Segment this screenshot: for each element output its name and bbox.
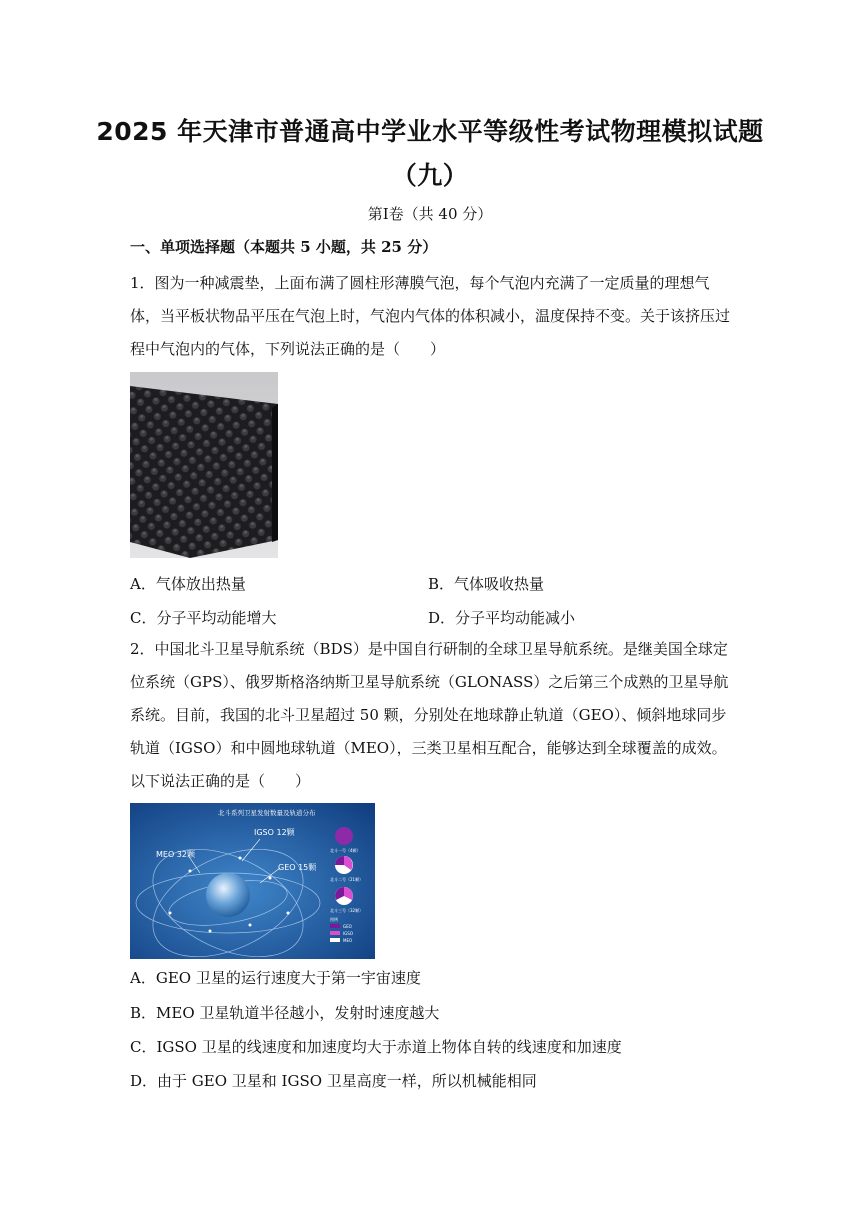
document-title: 2025 年天津市普通高中学业水平等级性考试物理模拟试题 (96, 117, 764, 146)
pie-bds3 (335, 887, 353, 905)
q1-option-c: C．分子平均动能增大 (130, 609, 277, 627)
pie-label-bds1: 北斗一号（4颗） (330, 848, 361, 853)
legend-title: 图例 (330, 917, 338, 922)
legend-label-igso: IGSO (343, 931, 353, 936)
legend-swatch-meo (330, 938, 340, 942)
q2-option-a: A．GEO 卫星的运行速度大于第一宇宙速度 (130, 969, 421, 987)
legend-label-geo: GEO (343, 924, 352, 929)
section-heading: 一、单项选择题（本题共 5 小题，共 25 分） (130, 238, 438, 256)
figure-label-igso: IGSO 12颗 (254, 828, 295, 837)
question-1-text: 1．图为一种减震垫，上面布满了圆柱形薄膜气泡，每个气泡内充满了一定质量的理想气体，当平板状物品平压在气泡上时，气泡内气体的体积减小，温度保持不变。关于该挤压过程中气泡内的气体，下列说法正确的是（ ） (130, 274, 731, 358)
question-2-text: 2．中国北斗卫星导航系统（BDS）是中国自行研制的全球卫星导航系统。是继美国全球定位系统（GPS）、俄罗斯格洛纳斯卫星导航系统（GLONASS）之后第三个成熟的卫星导航系统。目前，我国的北斗卫星超过 50 颗，分别处在地球静止轨道（GEO）、倾斜地球同步轨道（IGSO）和中圆地球轨道（MEO），三类卫星相互配合，能够达到全球覆盖的成效。以下说法正确的是（ ） (130, 640, 729, 790)
legend-swatch-igso (330, 931, 340, 935)
legend-label-meo: MEO (343, 938, 353, 943)
q2-option-c: C．IGSO 卫星的线速度和加速度均大于赤道上物体自转的线速度和加速度 (130, 1038, 622, 1056)
pie-bds1 (335, 827, 353, 845)
figure-title: 北斗系列卫星发射数量及轨道分布 (218, 809, 316, 817)
q1-option-b: B．气体吸收热量 (428, 575, 545, 593)
q2-option-d: D．由于 GEO 卫星和 IGSO 卫星高度一样，所以机械能相同 (130, 1072, 537, 1090)
pie-slice-meo (335, 827, 353, 845)
legend-swatch-geo (330, 924, 340, 928)
pie-bds2 (335, 856, 353, 874)
q1-option-d: D．分子平均动能减小 (428, 609, 576, 627)
shock-pad-photo (130, 372, 278, 558)
figure-label-meo: MEO 32颗 (156, 850, 195, 859)
beidou-orbit-figure (130, 803, 375, 959)
paper-section-label: 第Ⅰ卷（共 40 分） (367, 205, 493, 223)
pie-label-bds3: 北斗三号（32颗） (330, 908, 364, 913)
q1-option-a: A．气体放出热量 (130, 575, 246, 593)
q2-option-b: B．MEO 卫星轨道半径越小，发射时速度越大 (130, 1004, 440, 1022)
figure-label-geo: GEO 15颗 (278, 863, 317, 872)
document-title-number: （九） (391, 161, 469, 190)
pie-label-bds2: 北斗二号（21颗） (330, 877, 364, 882)
